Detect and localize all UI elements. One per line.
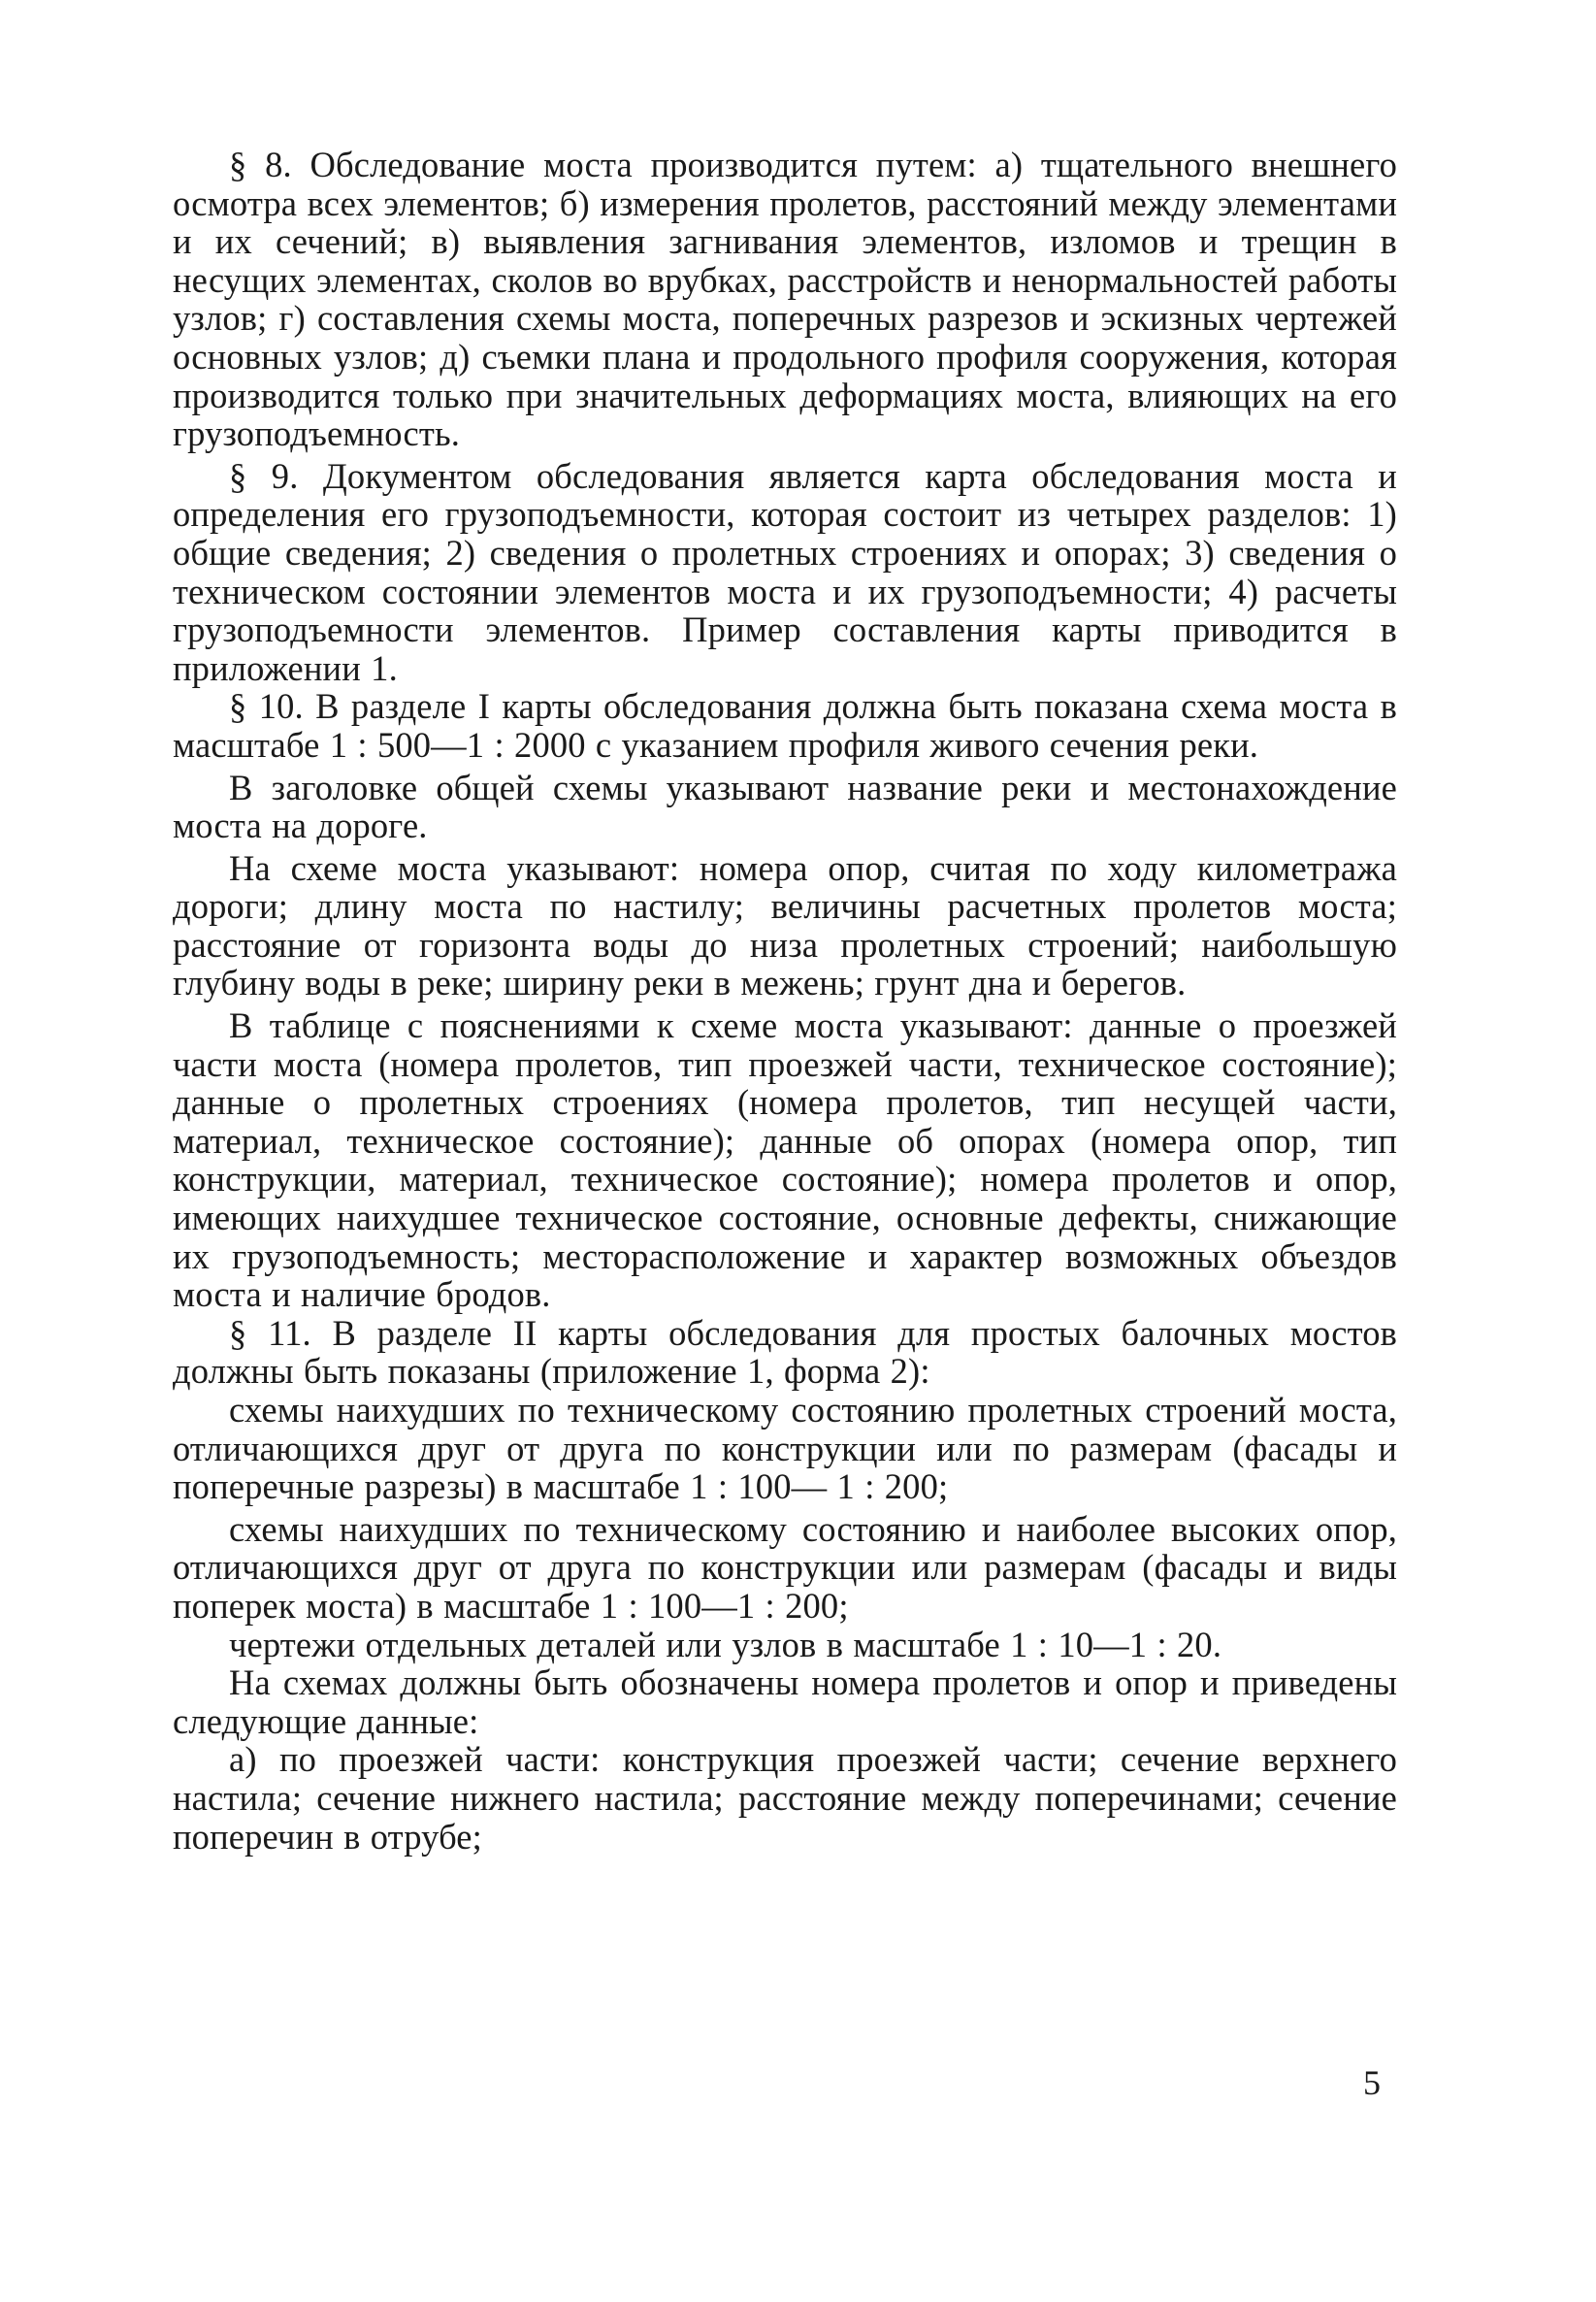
paragraph-9: § 9. Документом обследования является карта обследования моста и определения его грузоподъемности, которая состоит из четырех разделов: 1) общие сведения; 2) сведения о пролетных строениях и опорах; 3) сведения о техническом состоянии элементов моста и их грузоподъемности; 4) расчеты грузоподъемности элементов. Пример составления карты приводится в приложении 1. — [173, 455, 1397, 688]
paragraph-general-scheme-heading: В заголовке общей схемы указывают название реки и местонахождение моста на дороге. — [173, 767, 1397, 846]
paragraph-support-schemes: схемы наихудших по техническому состоянию и наиболее высоких опор, отличающихся друг от друга по конструкции или размерам (фасады и виды поперек моста) в масштабе 1 : 100—1 : 200; — [173, 1508, 1397, 1626]
page-number: 5 — [1363, 2063, 1381, 2102]
paragraph-explanation-table: В таблице с пояснениями к схеме моста указывают: данные о проезжей части моста (номера пролетов, тип проезжей части, техническое состояние); данные о пролетных строениях (номера пролетов, тип несущей части, материал, техническое состояние); данные об опорах (номера опор, тип конструкции, материал, техническое состояние); номера пролетов и опор, имеющих наихудшее техническое состояние, основные дефекты, снижающие их грузоподъемность; месторасположение и характер возможных объездов моста и наличие бродов. — [173, 1005, 1397, 1315]
document-page — [173, 146, 1397, 1856]
paragraph-bridge-scheme: На схеме моста указывают: номера опор, считая по ходу километража дороги; длину моста по настилу; величины расчетных пролетов моста; расстояние от горизонта воды до низа пролетных строений; наибольшую глубину воды в реке; ширину реки в межень; грунт дна и берегов. — [173, 847, 1397, 1003]
paragraph-detail-drawings: чертежи отдельных деталей или узлов в масштабе 1 : 10—1 : 20. — [229, 1624, 1222, 1664]
paragraph-11: § 11. В разделе II карты обследования для простых балочных мостов должны быть показаны (приложение 1, форма 2): — [173, 1312, 1397, 1392]
paragraph-8: § 8. Обследование моста производится путем: а) тщательного внешнего осмотра всех элементов; б) измерения пролетов, расстояний между элементами и их сечений; в) выявления загнивания элементов, изломов и трещин в несущих элементах, сколов во врубках, расстройств и ненормальностей работы узлов; г) составления схемы моста, поперечных разрезов и эскизных чертежей основных узлов; д) съемки плана и продольного профиля сооружения, которая производится только при значительных деформациях моста, влияющих на его грузоподъемность. — [173, 145, 1397, 454]
paragraph-roadway-data: а) по проезжей части: конструкция проезжей части; сечение верхнего настила; сечение нижнего настила; расстояние между поперечинами; сечение поперечин в отрубе; — [173, 1739, 1397, 1857]
paragraph-scheme-data: На схемах должны быть обозначены номера пролетов и опор и приведены следующие данные: — [173, 1662, 1397, 1741]
paragraph-10: § 10. В разделе I карты обследования должна быть показана схема моста в масштабе 1 : 500—1 : 2000 с указанием профиля живого сечения реки. — [173, 686, 1397, 765]
paragraph-span-schemes: схемы наихудших по техническому состоянию пролетных строений моста, отличающихся друг от друга по конструкции или по размерам (фасады и поперечные разрезы) в масштабе 1 : 100— 1 : 200; — [173, 1390, 1397, 1507]
